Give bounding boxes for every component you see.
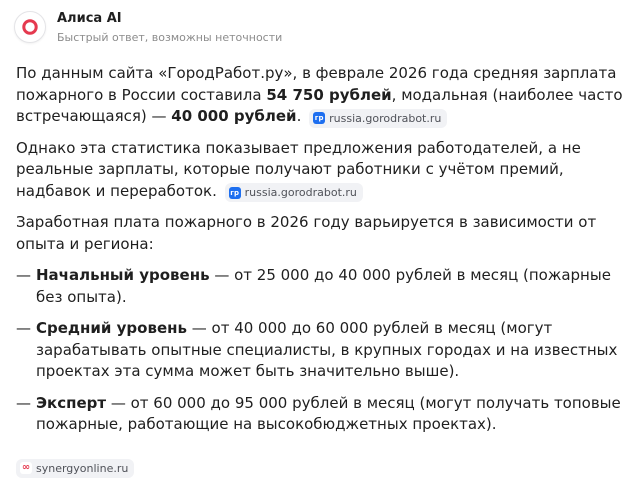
source-chip-label: russia.gorodrabot.ru xyxy=(329,111,442,125)
source-chip-label: synergyonline.ru xyxy=(36,461,129,475)
level-label: Эксперт xyxy=(36,393,107,412)
brand-name: Алиса AI xyxy=(57,11,122,26)
answer-body xyxy=(16,63,626,446)
source-chip-label: russia.gorodrabot.ru xyxy=(244,186,357,199)
level-label: Начальный уровень xyxy=(36,266,210,284)
gorodrabot-favicon-icon: гр xyxy=(230,188,239,197)
source-chip-synergyonline[interactable] xyxy=(16,459,134,478)
modal-salary-value: 40 000 рублей xyxy=(171,107,297,125)
source-chip-gorodrabot[interactable] xyxy=(309,109,447,128)
paragraph-salary-range-intro: Заработная плата пожарного в 2026 году варьируется в зависимости от опыта и региона: xyxy=(16,213,597,253)
list-item-expert-level: — Эксперт — от 60 000 до 95 000 рублей в месяц (могут получать топовые пожарные, работающие на высокобюджетных проектах). xyxy=(16,393,621,433)
list-item-entry-level: — Начальный уровень — от 25 000 до 40 000 рублей в месяц (пожарные без опыта). xyxy=(16,266,611,306)
salary-levels-list xyxy=(16,265,626,436)
alice-logo-icon xyxy=(14,11,46,43)
synergy-favicon-icon: ∞ xyxy=(21,462,31,473)
footer-sources xyxy=(16,456,134,478)
source-chip-gorodrabot[interactable] xyxy=(225,183,363,202)
average-salary-value: 54 750 рублей xyxy=(266,85,392,104)
list-item-mid-level: — Средний уровень — от 40 000 до 60 000 рублей в месяц (могут зарабатывать опытные специалисты, в крупных городах и на известных проектах эта сумма может быть значительно выше). xyxy=(16,319,618,380)
answer-header xyxy=(14,11,282,45)
answer-disclaimer: Быстрый ответ, возможны неточности xyxy=(57,31,283,44)
gorodrabot-favicon-icon: гр xyxy=(314,114,324,122)
paragraph-average-salary: По данным сайта «ГородРабот.ру», в феврале 2026 года средняя зарплата пожарного в России составила 54 750 рублей, модальная (наиболее часто встречающаяся) — 40 000 рублей. гр russia.gorodrabot.ru xyxy=(16,63,626,128)
level-label: Средний уровень xyxy=(36,319,187,337)
paragraph-statistics-note: Однако эта статистика показывает предложения работодателей, а не реальные зарплаты, которые получают работники с учётом премий, надбавок и переработок. гр russia.gorodrabot.ru xyxy=(16,138,626,203)
